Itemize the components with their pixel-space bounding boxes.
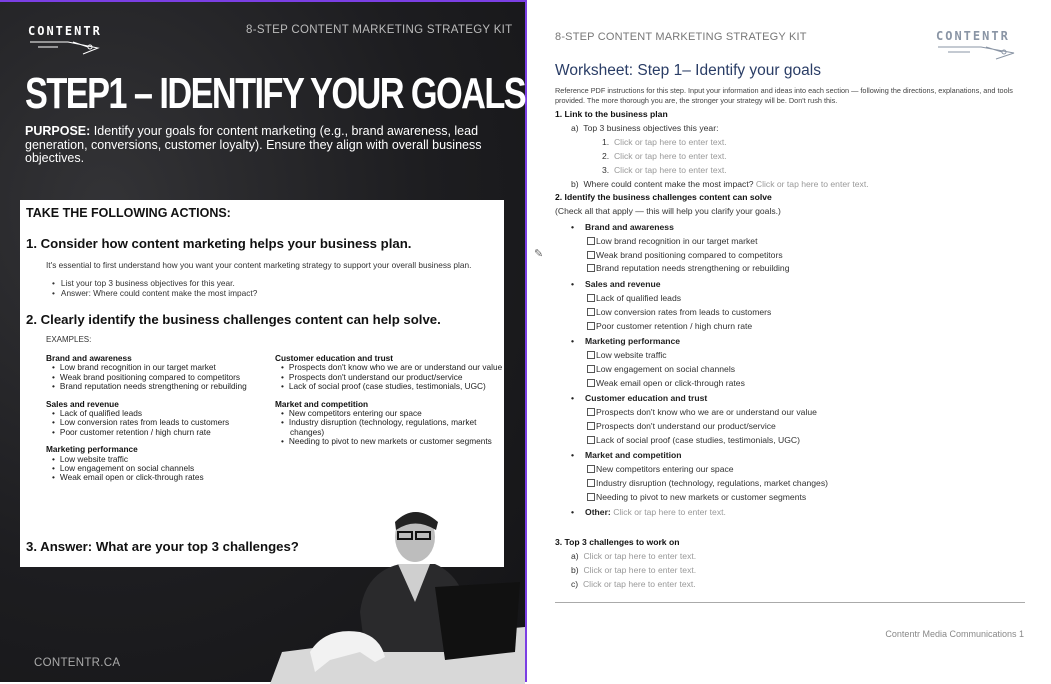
example-list — [275, 409, 504, 447]
checklist-item[interactable] — [555, 349, 1035, 363]
checklist-item-label: Low brand recognition in our target market — [596, 235, 758, 246]
checklist-item[interactable] — [555, 434, 1035, 448]
checklist-item[interactable] — [555, 406, 1035, 420]
left-page-infographic — [0, 0, 527, 682]
example-group-title: Customer education and trust — [275, 353, 394, 363]
contentr-logo — [936, 29, 1021, 61]
objectives-text: Top 3 business objectives this year: — [583, 122, 719, 133]
example-item: • Lack of social proof (case studies, testimonials, UGC) — [281, 382, 504, 391]
example-list — [46, 455, 275, 483]
list-marker: a) — [571, 551, 579, 562]
checklist-item-label: Low website traffic — [596, 349, 667, 360]
checklist-item[interactable] — [555, 306, 1035, 320]
example-item: • Low engagement on social channels — [52, 464, 275, 473]
checkbox[interactable] — [587, 322, 595, 330]
example-group-title: Marketing performance — [46, 444, 138, 455]
website-link[interactable]: CONTENTR.CA — [34, 657, 121, 669]
action2-heading: 2. Clearly identify the business challenges content can help solve. — [26, 312, 441, 327]
challenge-field-a[interactable] — [555, 550, 1035, 564]
purpose-text — [25, 125, 495, 166]
example-item: • Low brand recognition in our target market — [52, 363, 275, 372]
example-item: • Weak brand positioning compared to competitors — [52, 373, 275, 382]
checklist-group-title: • Customer education and trust — [555, 392, 1035, 406]
list-marker: b) — [571, 178, 579, 189]
example-group — [46, 445, 275, 483]
examples-right-column — [275, 354, 504, 491]
checkbox[interactable] — [587, 479, 595, 487]
purpose-label: PURPOSE: — [25, 124, 91, 138]
checklist-group-title: • Market and competition — [555, 449, 1035, 463]
checklist-item[interactable] — [555, 249, 1035, 263]
checkbox[interactable] — [587, 493, 595, 501]
checklist-item-label: New competitors entering our space — [596, 464, 734, 475]
worksheet-page — [529, 0, 1051, 682]
checklist-item-label: Lack of qualified leads — [596, 292, 682, 303]
example-group-title: Market and competition — [275, 398, 369, 409]
example-list — [46, 409, 275, 437]
example-item: • Prospects don't know who we are or understand our value — [281, 363, 504, 372]
checklist-item[interactable] — [555, 363, 1035, 377]
checklist-item-label: Prospects don't understand our product/service — [596, 420, 776, 431]
checklist-item[interactable] — [555, 463, 1035, 477]
purpose-body: Identify your goals for content marketing (e.g., brand awareness, lead generation, conversions, customer loyalty). Ensure they align with overall business objectives. — [25, 124, 482, 165]
objective-field-1[interactable] — [555, 136, 1035, 150]
logo-text: CONTENTR — [28, 24, 102, 38]
section3-heading: 3. Top 3 challenges to work on — [555, 537, 680, 548]
checklist-item-label: Weak email open or click-through rates — [596, 377, 745, 388]
text-field-placeholder[interactable]: Click or tap here to enter text. — [755, 178, 869, 189]
section1-heading: 1. Link to the business plan — [555, 109, 668, 119]
example-group — [275, 400, 504, 447]
checkbox[interactable] — [587, 422, 595, 430]
checklist-item[interactable] — [555, 377, 1035, 391]
example-item: • Low conversion rates from leads to customers — [52, 418, 275, 427]
examples-left-column — [46, 354, 275, 491]
impact-question: Where could content make the most impact? — [583, 178, 754, 189]
checkbox[interactable] — [587, 436, 595, 444]
checkbox[interactable] — [587, 379, 595, 387]
circuit-logo-icon — [28, 38, 108, 56]
objectives-label — [555, 122, 1035, 136]
text-field-placeholder[interactable]: Click or tap here to enter text. — [613, 507, 726, 518]
checklist-item-label: Brand reputation needs strengthening or rebuilding — [596, 263, 790, 274]
step-title: STEP1 – IDENTIFY YOUR GOALS — [25, 69, 526, 118]
examples-label: EXAMPLES: — [46, 335, 92, 344]
text-field-placeholder[interactable]: Click or tap here to enter text. — [583, 565, 697, 576]
checklist-item-label: Lack of social proof (case studies, testimonials, UGC) — [596, 434, 800, 445]
example-list — [46, 363, 275, 391]
checkbox[interactable] — [587, 251, 595, 259]
list-marker: b) — [571, 565, 579, 576]
action1-heading: 1. Consider how content marketing helps your business plan. — [26, 236, 412, 251]
checklist-item[interactable] — [555, 477, 1035, 491]
checklist-item-label: Weak brand positioning compared to competitors — [596, 249, 783, 260]
text-field-placeholder[interactable]: Click or tap here to enter text. — [613, 164, 727, 175]
checklist-group-title: • Sales and revenue — [555, 278, 1035, 292]
checklist-item-label: Industry disruption (technology, regulations, market changes) — [596, 478, 828, 489]
example-item: • Weak email open or click-through rates — [52, 473, 275, 482]
objective-field-2[interactable] — [555, 150, 1035, 164]
impact-field[interactable] — [555, 178, 1035, 192]
worksheet-title: Worksheet: Step 1– Identify your goals — [555, 62, 821, 79]
list-marker: 1. — [602, 136, 610, 147]
checklist-item-label: Low conversion rates from leads to customers — [596, 306, 772, 317]
other-label: Other: — [585, 507, 611, 518]
example-list — [275, 363, 504, 391]
list-marker: 2. — [602, 150, 610, 161]
list-marker: a) — [571, 122, 579, 133]
checklist-item[interactable] — [555, 262, 1035, 276]
actions-heading: TAKE THE FOLLOWING ACTIONS: — [26, 206, 231, 220]
kit-title: 8-STEP CONTENT MARKETING STRATEGY KIT — [555, 31, 807, 43]
challenge-field-b[interactable] — [555, 564, 1035, 578]
presenter-photo — [270, 502, 525, 684]
example-item: • Needing to pivot to new markets or customer segments — [281, 437, 504, 446]
checklist-item[interactable] — [555, 320, 1035, 334]
example-group-title: Sales and revenue — [46, 398, 119, 409]
checklist-item[interactable] — [555, 235, 1035, 249]
example-item: • New competitors entering our space — [281, 409, 504, 418]
text-field-placeholder[interactable]: Click or tap here to enter text. — [582, 579, 696, 589]
example-group-title: Brand and awareness — [46, 353, 132, 363]
checklist-item-label: Needing to pivot to new markets or customer segments — [596, 491, 807, 502]
text-field-placeholder[interactable]: Click or tap here to enter text. — [613, 150, 727, 161]
action1-paragraph: It's essential to first understand how you want your content marketing strategy to support your overall business plan. — [46, 260, 472, 270]
checkbox[interactable] — [587, 465, 595, 473]
objective-field-3[interactable] — [555, 164, 1035, 178]
example-item: • Poor customer retention / high churn rate — [52, 428, 275, 437]
example-item: • Prospects don't understand our product/service — [281, 373, 504, 382]
checklist-item-label: Prospects don't know who we are or understand our value — [596, 407, 817, 418]
checklist-group-title: • Brand and awareness — [555, 221, 1035, 235]
logo-text: CONTENTR — [936, 29, 1010, 43]
checkbox[interactable] — [587, 351, 595, 359]
list-marker: c) — [571, 579, 579, 589]
circuit-logo-icon — [936, 43, 1021, 61]
checkbox[interactable] — [587, 264, 595, 272]
pen-cursor-icon: ✎ — [534, 248, 544, 260]
footer-divider — [555, 602, 1025, 603]
challenge-field-c[interactable] — [555, 578, 1035, 592]
example-group — [275, 354, 504, 392]
checkbox[interactable] — [587, 365, 595, 373]
contentr-logo — [28, 24, 108, 56]
kit-title: 8-STEP CONTENT MARKETING STRATEGY KIT — [246, 24, 513, 36]
example-item: • Brand reputation needs strengthening or rebuilding — [52, 382, 275, 391]
example-item: • Lack of qualified leads — [52, 409, 275, 418]
section2-subheading: (Check all that apply — this will help you clarify your goals.) — [555, 206, 781, 217]
checkbox[interactable] — [587, 308, 595, 316]
example-group — [46, 354, 275, 392]
example-group — [46, 400, 275, 438]
examples-columns — [46, 354, 504, 491]
text-field-placeholder[interactable]: Click or tap here to enter text. — [613, 136, 727, 147]
action3-heading: 3. Answer: What are your top 3 challenges? — [26, 539, 299, 554]
action1-bullets — [52, 279, 504, 298]
challenge-checklist — [555, 221, 1035, 505]
worksheet-description: Reference PDF instructions for this step. Input your information and ideas into each section — following the directions, explanations, and tools provided. The more thorough you are, the stronger your strategy will be. Don't rush this. — [555, 86, 1013, 105]
checkbox[interactable] — [587, 237, 595, 245]
example-item: • Industry disruption (technology, regulations, market changes) — [281, 418, 504, 437]
page-footer: Contentr Media Communications 1 — [885, 629, 1024, 639]
worksheet-body — [555, 108, 1035, 592]
checklist-item[interactable] — [555, 420, 1035, 434]
other-field[interactable] — [555, 506, 1035, 520]
checklist-group-title: • Marketing performance — [555, 335, 1035, 349]
checkbox[interactable] — [587, 294, 595, 302]
bullet-item: • Answer: Where could content make the most impact? — [52, 289, 504, 299]
example-item: • Low website traffic — [52, 455, 275, 464]
checklist-item[interactable] — [555, 292, 1035, 306]
checklist-item[interactable] — [555, 491, 1035, 505]
checkbox[interactable] — [587, 408, 595, 416]
text-field-placeholder[interactable]: Click or tap here to enter text. — [583, 551, 697, 562]
checklist-item-label: Low engagement on social channels — [596, 363, 736, 374]
bullet-item: • List your top 3 business objectives for this year. — [52, 279, 504, 289]
list-marker: 3. — [602, 164, 610, 175]
section2-heading: 2. Identify the business challenges content can solve — [555, 192, 772, 203]
checklist-item-label: Poor customer retention / high churn rate — [596, 320, 753, 331]
